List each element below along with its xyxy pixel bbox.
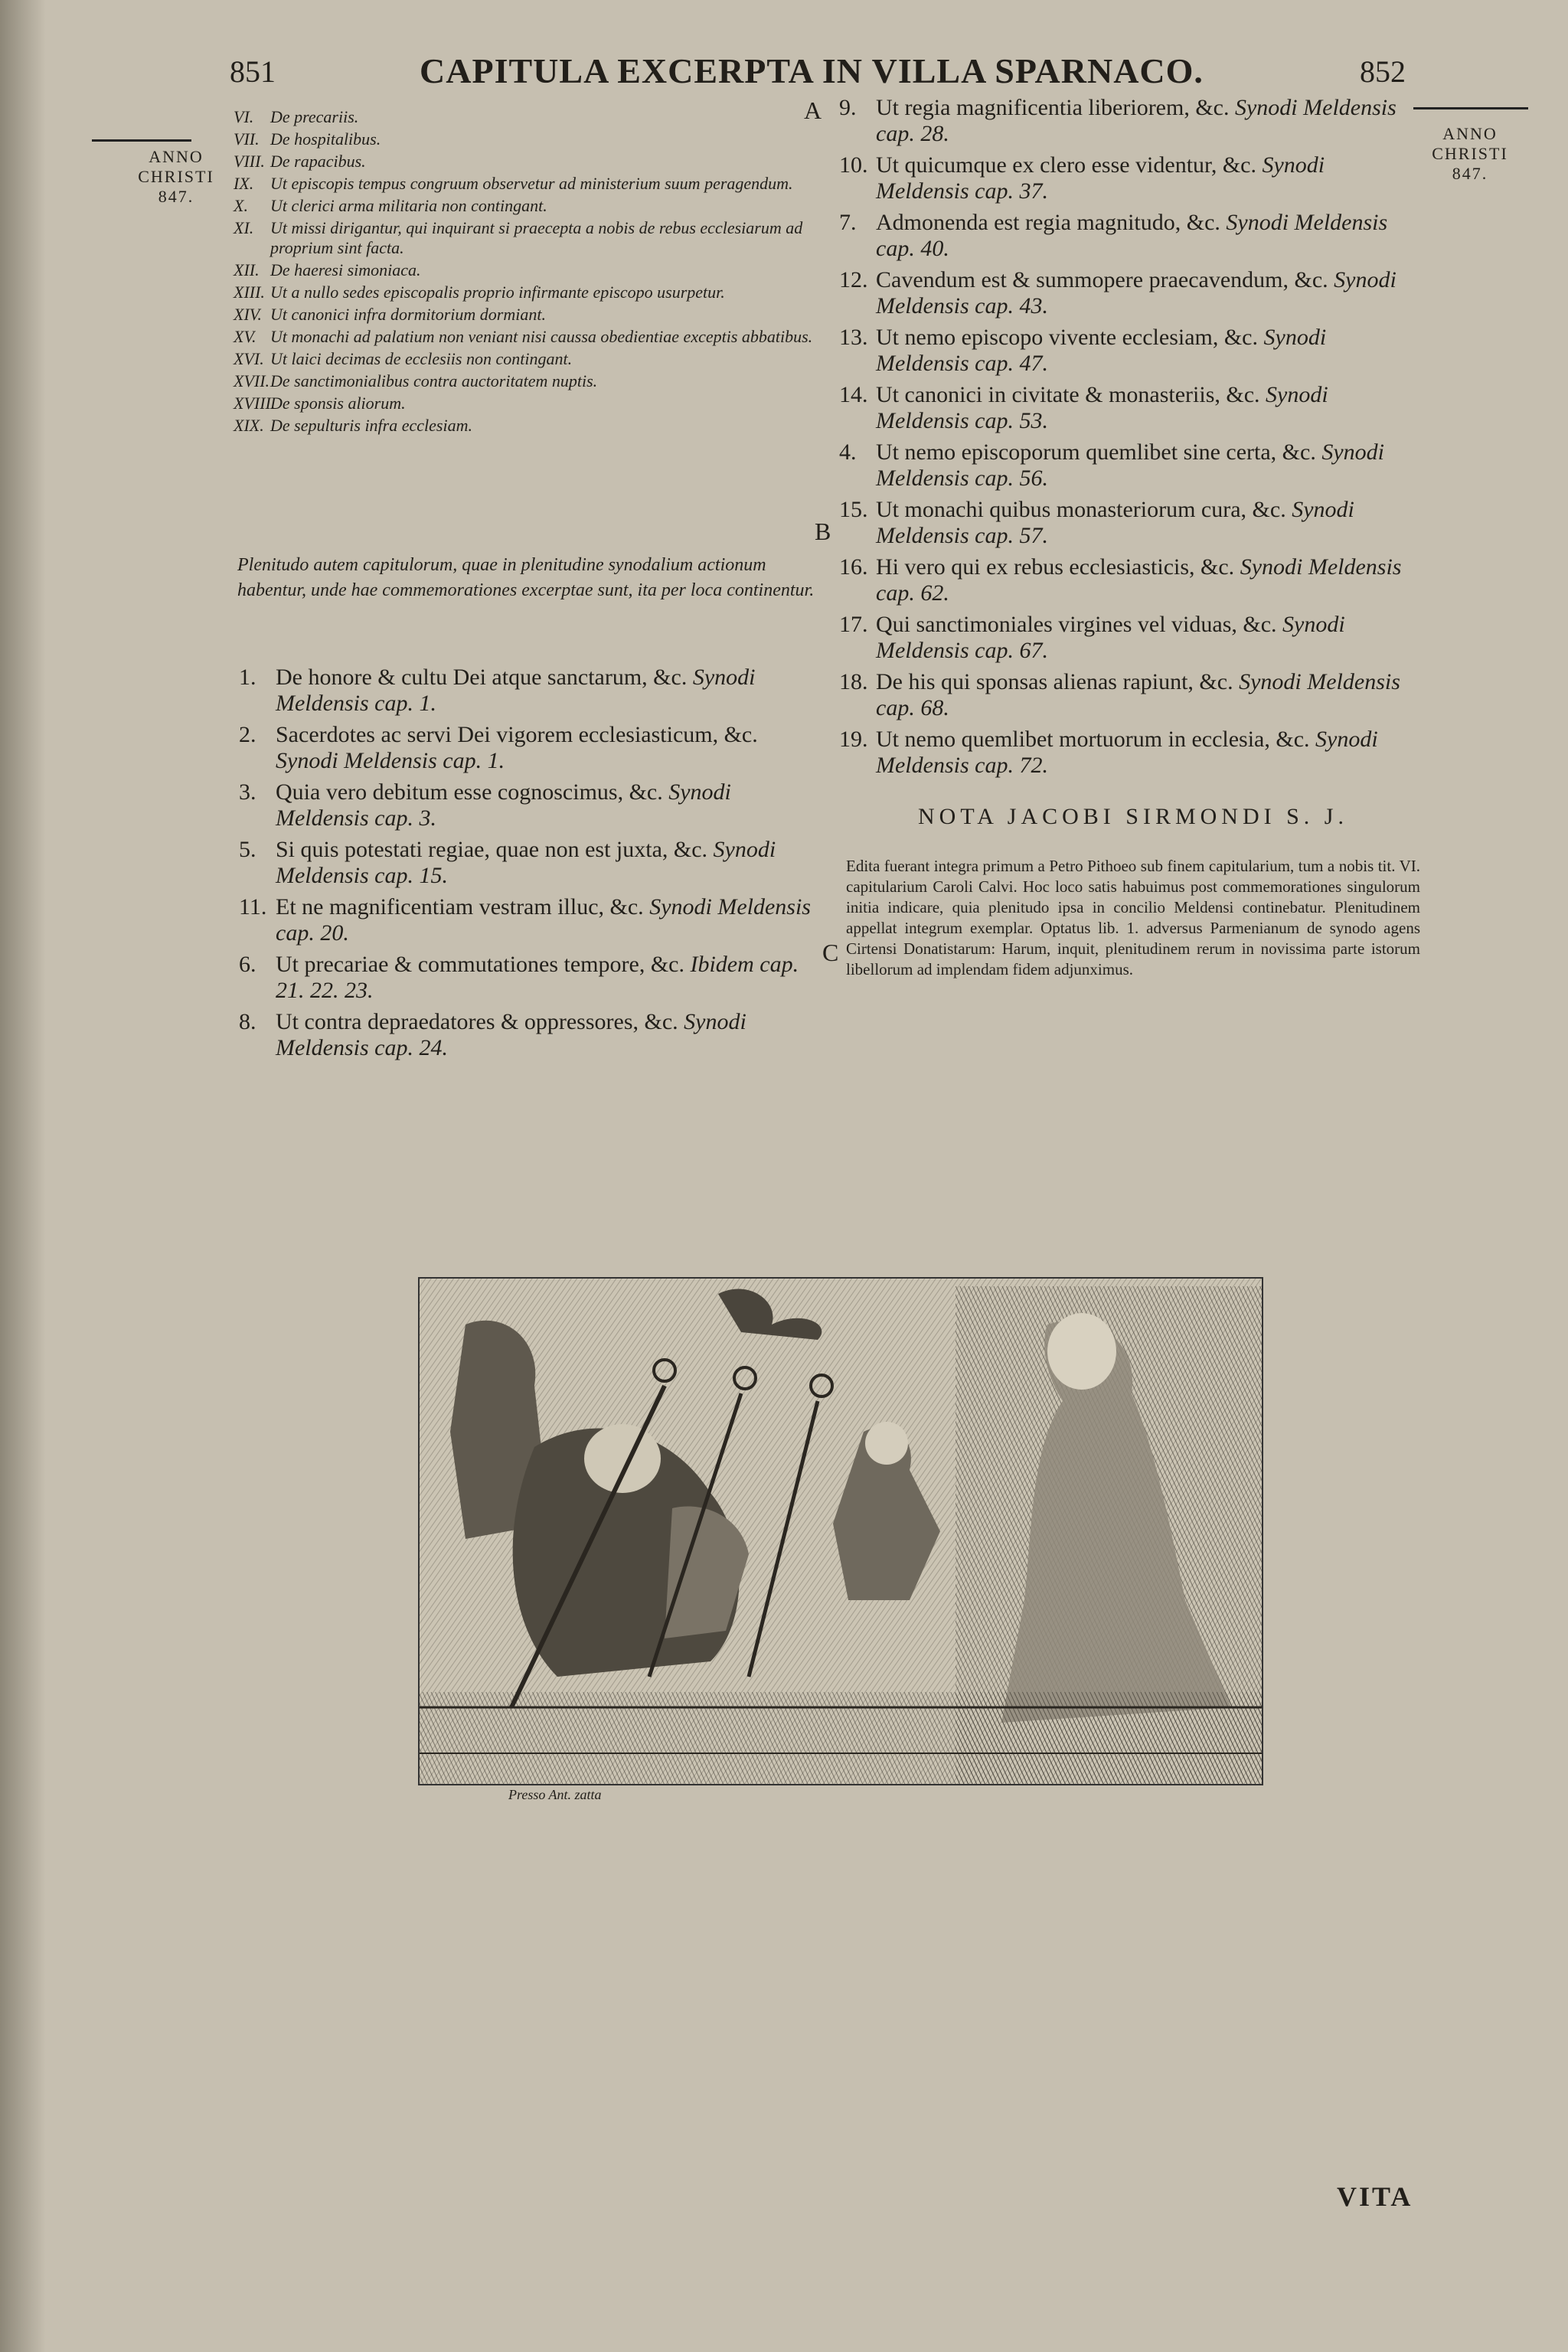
left-short-chapter-list: [234, 107, 815, 438]
margin-letter-a: A: [804, 96, 822, 124]
item-reference: Synodi Meldensis cap. 53.: [876, 382, 1328, 433]
item-text: Ut contra depraedatores & oppressores, &c.: [276, 1009, 684, 1034]
list-item: [839, 325, 1421, 377]
list-item: [839, 439, 1421, 492]
item-number: XI.: [234, 218, 254, 237]
item-text: Ut quicumque ex clero esse videntur, &c.: [876, 152, 1263, 178]
list-item: [234, 327, 815, 347]
item-reference: Synodi Meldensis cap. 47.: [876, 325, 1327, 376]
list-item: [234, 283, 815, 302]
item-number: 17.: [839, 612, 868, 637]
margin-letter-c: C: [822, 939, 839, 966]
list-item: [839, 612, 1421, 664]
list-item: [234, 218, 815, 258]
item-reference: Synodi Meldensis cap. 56.: [876, 439, 1384, 491]
item-number: 15.: [839, 497, 868, 522]
item-text: Hi vero qui ex rebus ecclesiasticis, &c.: [876, 554, 1240, 580]
list-item: [234, 107, 815, 127]
item-number: XIX.: [234, 416, 264, 435]
list-item: [239, 1009, 821, 1061]
list-item: [234, 174, 815, 194]
item-text: De his qui sponsas alienas rapiunt, &c.: [876, 669, 1240, 694]
list-item: [234, 416, 815, 436]
item-text: Ut precariae & commutationes tempore, &c.: [276, 952, 691, 977]
item-text: De sponsis aliorum.: [270, 394, 406, 413]
list-item: [839, 727, 1421, 779]
margin-letter-b: B: [815, 518, 831, 545]
item-text: Si quis potestati regiae, quae non est juxta, &c.: [276, 837, 714, 862]
item-number: 19.: [839, 727, 868, 752]
left-long-chapter-list: [239, 665, 821, 1067]
item-number: VI.: [234, 107, 254, 126]
list-item: [839, 554, 1421, 606]
item-text: De honore & cultu Dei atque sanctarum, &c.: [276, 665, 693, 690]
item-reference: Synodi Meldensis cap. 62.: [876, 554, 1402, 606]
list-item: [234, 129, 815, 149]
item-reference: Synodi Meldensis cap. 40.: [876, 210, 1388, 261]
item-reference: Synodi Meldensis cap. 15.: [276, 837, 776, 888]
item-text: Ut canonici infra dormitorium dormiant.: [270, 305, 546, 324]
list-item: [239, 952, 821, 1004]
item-number: 18.: [839, 669, 868, 694]
right-long-chapter-list: [839, 95, 1421, 784]
item-reference: Synodi Meldensis cap. 28.: [876, 95, 1396, 146]
list-item: [239, 779, 821, 831]
item-reference: Synodi Meldensis cap. 43.: [876, 267, 1396, 318]
item-number: XIII.: [234, 283, 265, 302]
list-item: [234, 260, 815, 280]
item-text: Ut canonici in civitate & monasteriis, &c.: [876, 382, 1266, 407]
list-item: [839, 95, 1421, 147]
item-number: XVII.: [234, 371, 270, 390]
item-text: Ut monachi ad palatium non veniant nisi caussa obedientiae exceptis abbatibus.: [270, 327, 813, 346]
item-text: Quia vero debitum esse cognoscimus, &c.: [276, 779, 669, 805]
item-text: Ut missi dirigantur, qui inquirant si praecepta a nobis de rebus ecclesiarum ad proprium sint facta.: [270, 218, 803, 257]
list-item: [239, 665, 821, 717]
item-number: XVI.: [234, 349, 264, 368]
item-number: 16.: [839, 554, 868, 580]
item-reference: Synodi Meldensis cap. 67.: [876, 612, 1345, 663]
item-text: De sanctimonialibus contra auctoritatem nuptis.: [270, 371, 598, 390]
list-item: [234, 394, 815, 413]
item-number: XIV.: [234, 305, 262, 324]
item-number: 9.: [839, 95, 857, 120]
item-number: 10.: [839, 152, 868, 178]
list-item: [839, 152, 1421, 204]
item-text: Ut regia magnificentia liberiorem, &c.: [876, 95, 1235, 120]
margin-rule-left: [92, 139, 191, 142]
item-number: 4.: [839, 439, 857, 465]
item-text: De rapacibus.: [270, 152, 366, 171]
item-text: Cavendum est & summopere praecavendum, &c.: [876, 267, 1334, 292]
list-item: [839, 382, 1421, 434]
item-reference: Synodi Meldensis cap. 57.: [876, 497, 1354, 548]
running-title: CAPITULA EXCERPTA IN VILLA SPARNACO.: [420, 51, 1204, 90]
item-text: Ut clerici arma militaria non contingant.: [270, 196, 547, 215]
item-reference: Synodi Meldensis cap. 3.: [276, 779, 731, 831]
item-reference: Synodi Meldensis cap. 37.: [876, 152, 1325, 204]
item-text: Ut nemo quemlibet mortuorum in ecclesia, &c.: [876, 727, 1316, 752]
item-number: 3.: [239, 779, 256, 805]
item-reference: Synodi Meldensis cap. 72.: [876, 727, 1378, 778]
item-reference: Synodi Meldensis cap. 1.: [276, 665, 756, 716]
item-text: De haeresi simoniaca.: [270, 260, 421, 279]
item-number: 6.: [239, 952, 256, 977]
item-number: VIII.: [234, 152, 265, 171]
item-text: Ut nemo episcopo vivente ecclesiam, &c.: [876, 325, 1264, 350]
item-reference: Synodi Meldensis cap. 68.: [876, 669, 1400, 720]
item-reference: Synodi Meldensis cap. 24.: [276, 1009, 746, 1060]
item-number: 13.: [839, 325, 868, 350]
margin-year-left: ANNO CHRISTI 847.: [138, 147, 214, 206]
list-item: [239, 894, 821, 946]
list-item: [234, 349, 815, 369]
item-number: 11.: [239, 894, 267, 920]
item-reference: Synodi Meldensis cap. 20.: [276, 894, 811, 946]
engraving-illustration: [418, 1277, 1263, 1785]
list-item: [234, 152, 815, 172]
item-number: 7.: [839, 210, 857, 235]
list-item: [839, 497, 1421, 549]
engraving-image: [420, 1279, 1262, 1784]
note-body: Edita fuerant integra primum a Petro Pithoeo sub finem capitularium, tum a nobis tit. VI. capitularium Caroli Calvi. Hoc loco satis habuimus post commemorationes singulorum initia indicare, quia plenitudo ipsa in concilio Meldensi continebatur. Plenitudinem appellat integrum exemplar. Optatus lib. 1. adversus Parmenianum de synodo agens Cirtensi Donatistarum: Harum, inquit, plenitudinem rerum in novissima parte istorum libellorum ad implendam fidem adjunximus.: [846, 857, 1420, 978]
list-item: [234, 196, 815, 216]
item-text: Et ne magnificentiam vestram illuc, &c.: [276, 894, 650, 920]
list-item: [839, 267, 1421, 319]
page-number-right: 852: [1360, 54, 1406, 89]
item-text: Ut a nullo sedes episcopalis proprio infirmante episcopo usurpetur.: [270, 283, 725, 302]
item-number: VII.: [234, 129, 260, 149]
item-number: X.: [234, 196, 248, 215]
item-number: 12.: [839, 267, 868, 292]
list-item: [239, 722, 821, 774]
item-number: IX.: [234, 174, 254, 193]
margin-rule-right: [1413, 107, 1528, 109]
item-text: Ut nemo episcoporum quemlibet sine certa, &c.: [876, 439, 1322, 465]
item-number: 5.: [239, 837, 256, 862]
engraving-caption: Presso Ant. zatta: [508, 1787, 602, 1802]
item-text: Sacerdotes ac servi Dei vigorem ecclesiasticum, &c.: [276, 722, 758, 747]
item-text: Ut monachi quibus monasteriorum cura, &c.: [876, 497, 1292, 522]
item-text: Qui sanctimoniales virgines vel viduas, &c.: [876, 612, 1283, 637]
item-number: 2.: [239, 722, 256, 747]
item-reference: Synodi Meldensis cap. 1.: [276, 748, 505, 773]
item-text: De hospitalibus.: [270, 129, 381, 149]
item-number: 8.: [239, 1009, 256, 1034]
list-item: [839, 669, 1421, 721]
item-number: 14.: [839, 382, 868, 407]
list-item: [234, 305, 815, 325]
list-item: [234, 371, 815, 391]
list-item: [239, 837, 821, 889]
page-number-left: 851: [230, 54, 276, 89]
catchword: VITA: [1337, 2181, 1413, 2212]
item-number: 1.: [239, 665, 256, 690]
item-text: Admonenda est regia magnitudo, &c.: [876, 210, 1227, 235]
item-text: De sepulturis infra ecclesiam.: [270, 416, 472, 435]
item-reference: Ibidem cap. 21. 22. 23.: [276, 952, 799, 1003]
item-text: Ut episcopis tempus congruum observetur ad ministerium suum peragendum.: [270, 174, 793, 193]
note-title: NOTA JACOBI SIRMONDI S. J.: [918, 804, 1348, 829]
item-text: Ut laici decimas de ecclesiis non contingant.: [270, 349, 573, 368]
plenitudo-paragraph: Plenitudo autem capitulorum, quae in plenitudine synodalium actionum habentur, unde hae commemorationes excerptae sunt, ita per loca continentur.: [237, 555, 815, 600]
item-text: De precariis.: [270, 107, 359, 126]
item-number: XII.: [234, 260, 260, 279]
item-number: XVIII.: [234, 394, 276, 413]
item-number: XV.: [234, 327, 256, 346]
margin-year-right: ANNO CHRISTI 847.: [1432, 124, 1508, 183]
list-item: [839, 210, 1421, 262]
